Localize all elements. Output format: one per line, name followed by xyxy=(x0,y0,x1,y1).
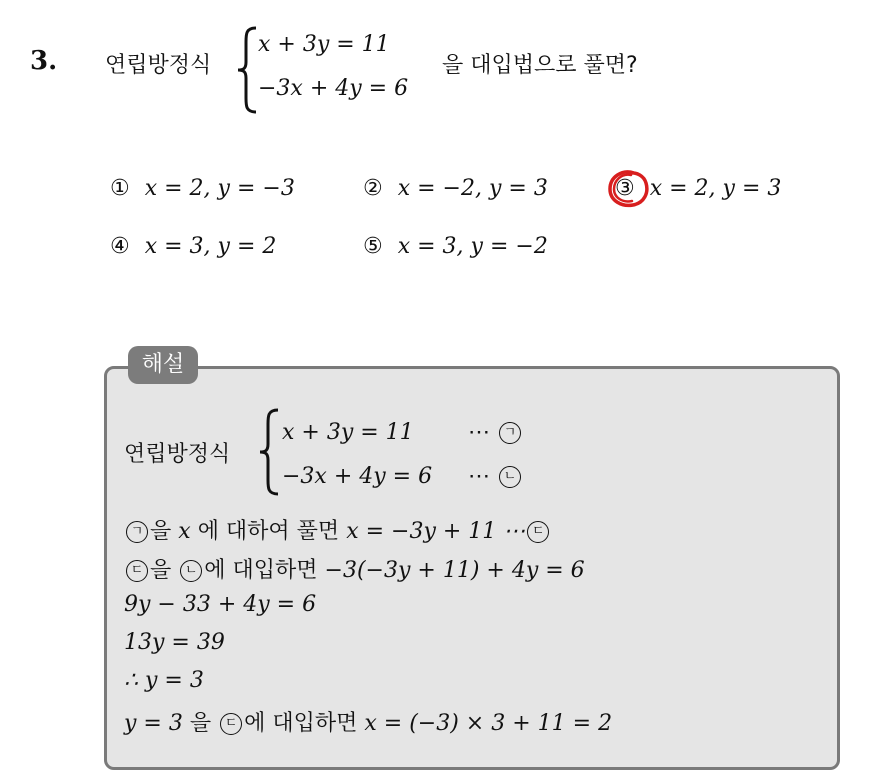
solution-line-5: ∴ y = 3 xyxy=(124,668,204,693)
math-text: x xyxy=(178,519,191,544)
solution-line-4: 13y = 39 xyxy=(124,630,225,655)
text: 을 xyxy=(189,711,212,736)
ellipsis: ⋯ xyxy=(468,464,490,489)
question-brace xyxy=(236,26,258,114)
question-intro: 연립방정식 xyxy=(105,53,212,78)
answer-circle-mark xyxy=(604,167,652,211)
solution-equation-1-tag xyxy=(468,420,523,445)
choice-3-text: x = 2, y = 3 xyxy=(649,176,782,201)
circled-label-nieun: ㄴ xyxy=(180,560,202,582)
circled-label-digeut: ㄷ xyxy=(126,560,148,582)
circled-label-giyeok: ㄱ xyxy=(126,521,148,543)
question-tail: 을 대입법으로 풀면? xyxy=(442,53,638,78)
text: 에 대입하면 xyxy=(204,558,318,583)
circled-label-digeut: ㄷ xyxy=(220,713,242,735)
solution-equation-1: x + 3y = 11 xyxy=(282,420,414,445)
ellipsis: ⋯ xyxy=(468,420,490,445)
choice-1-text: x = 2, y = −3 xyxy=(144,176,295,201)
text: 에 대하여 풀면 xyxy=(197,519,340,544)
circled-label-digeut: ㄷ xyxy=(527,521,549,543)
solution-equation-2: −3x + 4y = 6 xyxy=(282,464,433,489)
solution-line-1 xyxy=(124,514,551,545)
text: 을 xyxy=(150,519,172,544)
solution-tab: 해설 xyxy=(128,346,198,384)
choice-5[interactable] xyxy=(363,234,548,259)
text: 에 대입하면 xyxy=(244,711,358,736)
circled-label-giyeok: ㄱ xyxy=(499,422,521,444)
choice-5-text: x = 3, y = −2 xyxy=(397,234,548,259)
choice-1[interactable] xyxy=(110,176,295,201)
choice-4-text: x = 3, y = 2 xyxy=(144,234,277,259)
choice-2-text: x = −2, y = 3 xyxy=(397,176,548,201)
question-equation-2: −3x + 4y = 6 xyxy=(258,76,409,101)
choice-1-mark: ① xyxy=(110,176,130,201)
choice-4-mark: ④ xyxy=(110,234,130,259)
math-text: x = (−3) × 3 + 11 = 2 xyxy=(364,711,613,736)
solution-equation-2-tag xyxy=(468,464,523,489)
choice-4[interactable] xyxy=(110,234,276,259)
question-number: 3. xyxy=(30,46,58,76)
text: 을 xyxy=(150,558,172,583)
solution-line-6 xyxy=(124,706,612,737)
solution-intro: 연립방정식 xyxy=(124,442,231,467)
solution-line-3: 9y − 33 + 4y = 6 xyxy=(124,592,317,617)
solution-brace xyxy=(258,408,280,496)
choice-3-mark: ③ xyxy=(615,176,635,201)
math-text: −3(−3y + 11) + 4y = 6 xyxy=(324,558,585,583)
choice-5-mark: ⑤ xyxy=(363,234,383,259)
question-equation-1: x + 3y = 11 xyxy=(258,32,390,57)
circled-label-nieun: ㄴ xyxy=(499,466,521,488)
math-text: x = −3y + 11 ⋯ xyxy=(346,519,526,544)
choice-2-mark: ② xyxy=(363,176,383,201)
math-text: y = 3 xyxy=(124,711,183,736)
solution-line-2 xyxy=(124,553,585,584)
choice-2[interactable] xyxy=(363,176,548,201)
